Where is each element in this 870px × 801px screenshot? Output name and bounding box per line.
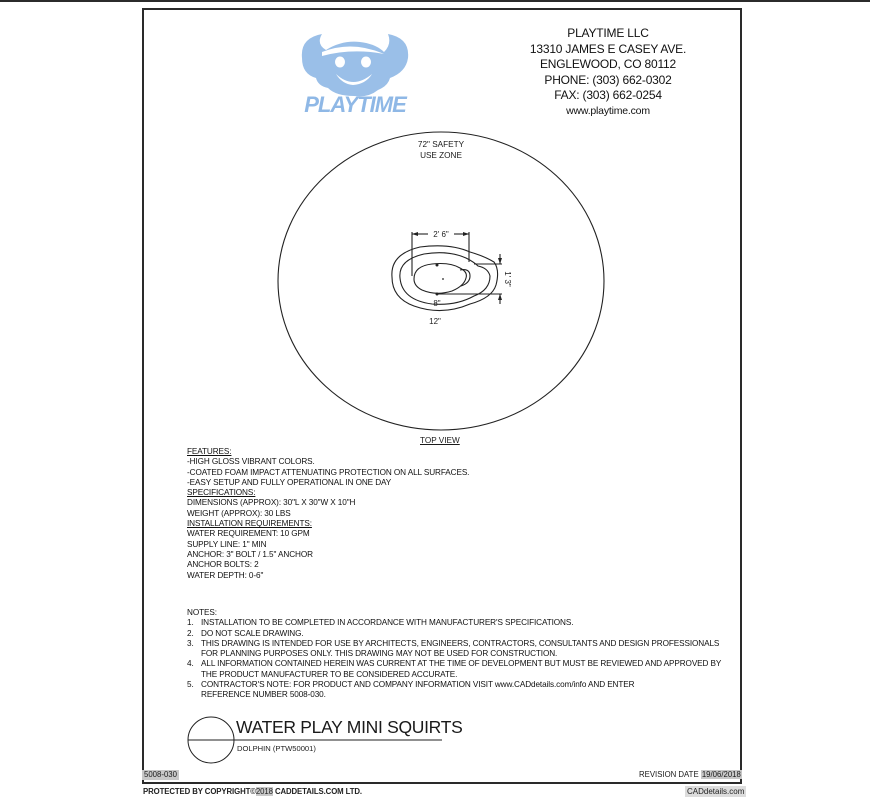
dim-width-label: 2' 6" — [433, 230, 449, 239]
install-item: ANCHOR BOLTS: 2 — [187, 560, 259, 570]
features-heading: FEATURES: — [187, 447, 232, 456]
top-border-bar — [0, 0, 870, 2]
top-view-label: TOP VIEW — [420, 436, 460, 445]
copyright-prefix: PROTECTED BY COPYRIGHT© — [143, 787, 256, 796]
company-fax: FAX: (303) 662-0254 — [554, 88, 662, 102]
feature-item: -EASY SETUP AND FULLY OPERATIONAL IN ONE DAY — [187, 477, 392, 487]
safety-zone-line1: 72" SAFETY — [417, 140, 465, 149]
company-website: www.playtime.com — [566, 104, 650, 117]
safety-zone-line2: USE ZONE — [420, 151, 462, 160]
install-item: SUPPLY LINE: 1" MIN — [187, 539, 267, 549]
installation-heading: INSTALLATION REQUIREMENTS: — [187, 519, 312, 529]
drawing-title: WATER PLAY MINI SQUIRTS — [236, 717, 463, 737]
spec-item: WEIGHT (APPROX): 30 LBS — [187, 508, 291, 518]
company-address-line1: 13310 JAMES E CASEY AVE. — [529, 41, 687, 56]
install-item: WATER DEPTH: 0-6" — [187, 570, 264, 580]
dim-outer-label: 12" — [429, 317, 441, 326]
dim-inner-label: 8" — [433, 299, 441, 308]
company-name: PLAYTIME LLC — [567, 26, 649, 40]
feature-item: -COATED FOAM IMPACT ATTENUATING PROTECTION ON ALL SURFACES. — [187, 467, 470, 477]
copyright-year: 2018 — [255, 787, 273, 796]
spec-item: DIMENSIONS (APPROX): 30"L X 30"W X 10"H — [187, 498, 356, 508]
company-phone: PHONE: (303) 662-0302 — [544, 72, 672, 87]
caddetails-link[interactable]: CADdetails.com — [687, 787, 745, 796]
copyright-notice — [143, 787, 362, 796]
revision-date-label: REVISION DATE — [639, 770, 699, 779]
drawing-subtitle: DOLPHIN (PTW50001) — [237, 744, 316, 753]
install-item: ANCHOR: 3" BOLT / 1.5" ANCHOR — [187, 549, 313, 559]
dim-height-label: 1' 3" — [503, 271, 512, 287]
company-address-line2: ENGLEWOOD, CO 80112 — [539, 57, 677, 71]
specifications-block — [187, 447, 469, 581]
install-item: WATER REQUIREMENT: 10 GPM — [187, 529, 310, 539]
revision-date-block — [639, 770, 742, 780]
playtime-logo — [292, 28, 418, 116]
sheet-number: 5008-030 — [144, 770, 177, 779]
revision-date-value: 19/06/2018 — [701, 770, 741, 779]
specifications-heading: SPECIFICATIONS: — [187, 488, 256, 498]
copyright-owner: CADDETAILS.COM LTD. — [274, 787, 362, 796]
svg-text:PLAYTIME: PLAYTIME — [304, 92, 406, 116]
feature-item: -HIGH GLOSS VIBRANT COLORS. — [187, 457, 315, 467]
safety-zone-label — [391, 139, 491, 161]
company-info-block — [520, 26, 696, 119]
